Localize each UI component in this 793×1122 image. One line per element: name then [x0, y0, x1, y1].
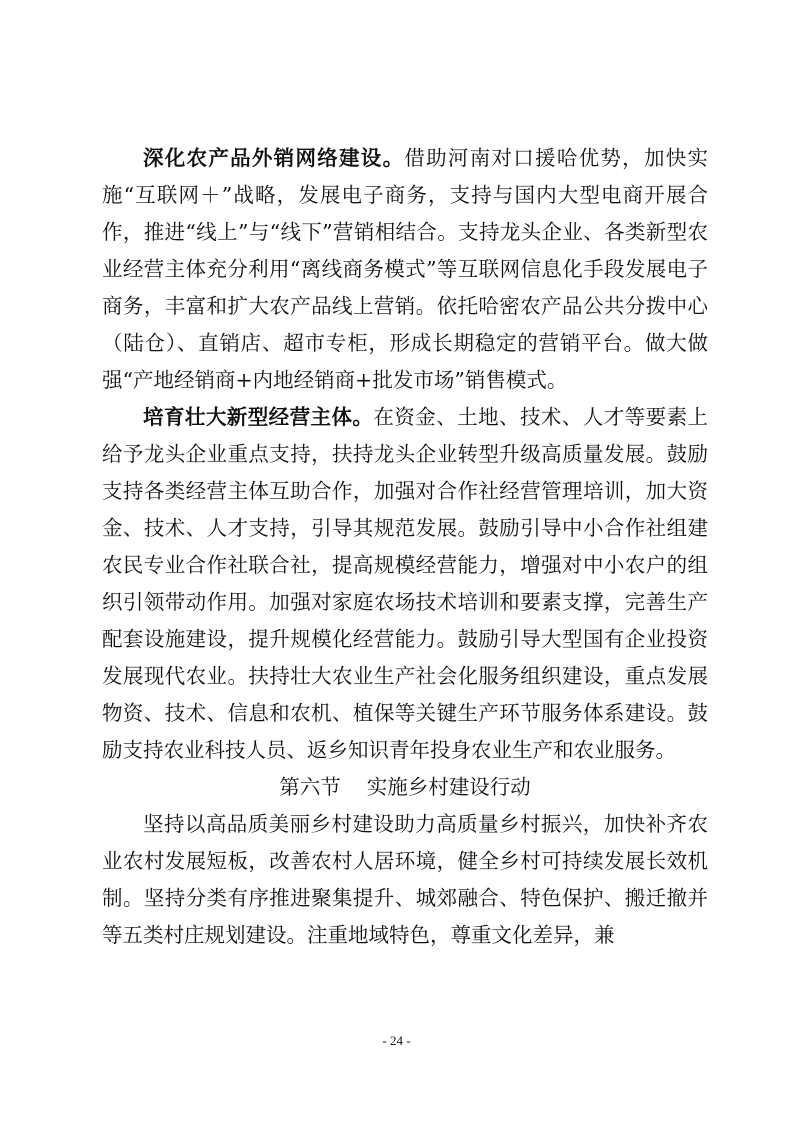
section-title: 实施乡村建设行动: [366, 775, 531, 799]
section-number: 第六节: [279, 775, 341, 799]
paragraph-text: 在资金、土地、技术、人才等要素上给予龙头企业重点支持，扶持龙头企业转型升级高质量发展。鼓励支持各类经营主体互助合作，加强对合作社经营管理培训，加大资金、技术、人才支持，引导其规范发展。鼓励引导中小合作社组建农民专业合作社联合社，提高规模经营能力，增强对中小农户的组织引领带动作用。加强对家庭农场技术培训和要素支撑，完善生产配套设施建设，提升规模化经营能力。鼓励引导大型国有企业投资发展现代农业。扶持壮大农业生产社会化服务组织建设，重点发展物资、技术、信息和农机、植保等关键生产环节服务体系建设。鼓励支持农业科技人员、返乡知识青年投身农业生产和农业服务。: [102, 405, 709, 762]
paragraph-heading: 深化农产品外销网络建设。: [143, 146, 405, 170]
paragraph-heading: 培育壮大新型经营主体。: [143, 405, 374, 429]
paragraph-business-entities: [102, 399, 708, 769]
document-body: [102, 140, 708, 954]
paragraph-rural-construction: 坚持以高品质美丽乡村建设助力高质量乡村振兴，加快补齐农业农村发展短板，改善农村人居环境，健全乡村可持续发展长效机制。坚持分类有序推进聚集提升、城郊融合、特色保护、搬迁撤并等五类村庄规划建设。注重地域特色，尊重文化差异，兼: [102, 812, 708, 947]
page-number: - 24 -: [382, 1033, 411, 1048]
section-heading: [102, 769, 708, 806]
paragraph-marketing-network: [102, 140, 708, 399]
paragraph-text: 借助河南对口援哈优势，加快实施“互联网＋”战略，发展电子商务，支持与国内大型电商开展合作，推进“线上”与“线下”营销相结合。支持龙头企业、各类新型农业经营主体充分利用“离线商务模式”等互联网信息化手段发展电子商务，丰富和扩大农产品线上营销。依托哈密农产品公共分拨中心（陆仓）、直销店、超市专柜，形成长期稳定的营销平台。做大做强“产地经销商+内地经销商+批发市场”销售模式。: [102, 146, 708, 392]
